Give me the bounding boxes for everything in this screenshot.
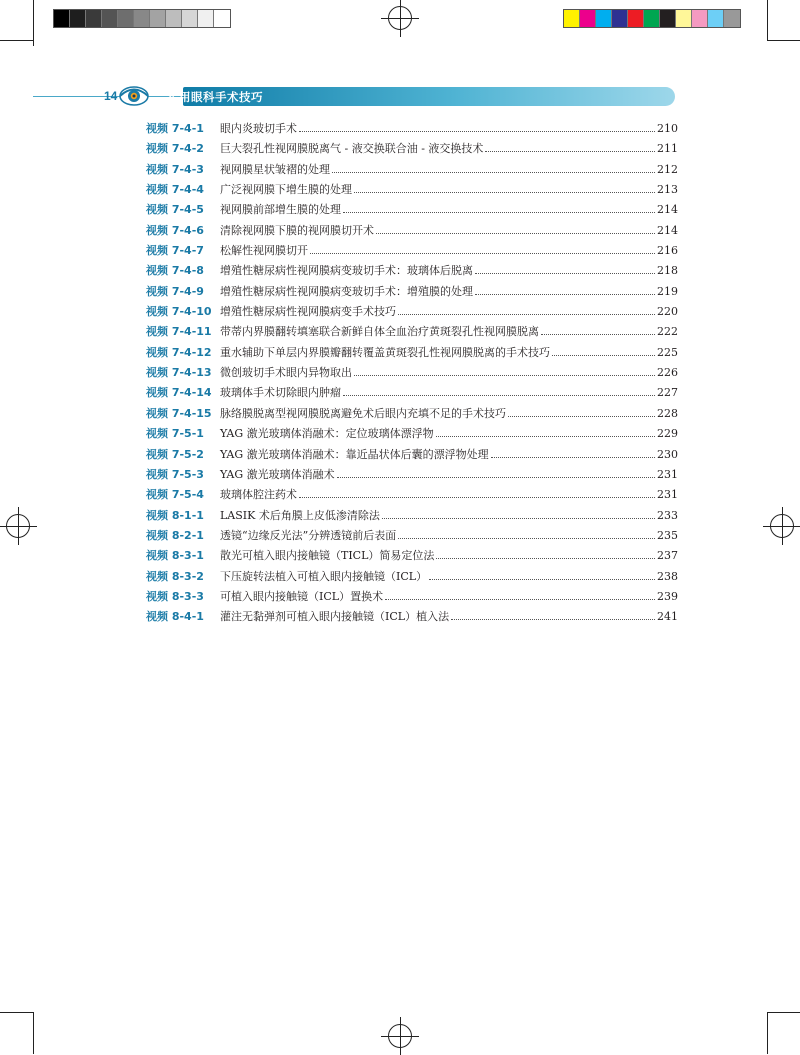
dot-leader bbox=[475, 273, 655, 274]
page-reference: 230 bbox=[657, 447, 678, 461]
entry-title: LASIK 术后角膜上皮低渗清除法 bbox=[220, 508, 380, 522]
video-code: 视频 7-4-3 bbox=[146, 162, 204, 176]
toc-entry[interactable] bbox=[146, 364, 678, 384]
entry-title: 眼内炎玻切手术 bbox=[220, 122, 297, 135]
entry-title: 广泛视网膜下增生膜的处理 bbox=[220, 183, 352, 197]
calibration-swatch bbox=[596, 10, 612, 27]
calibration-swatch bbox=[182, 10, 198, 27]
entry-title: 脉络膜脱离型视网膜脱离避免术后眼内充填不足的手术技巧 bbox=[220, 406, 506, 420]
page-reference: 218 bbox=[657, 264, 678, 278]
toc-entry[interactable] bbox=[146, 161, 678, 181]
entry-title: 玻璃体腔注药术 bbox=[220, 488, 297, 502]
video-code: 视频 8-3-2 bbox=[146, 569, 204, 583]
entry-title: 透镜“边缘反光法”分辨透镜前后表面 bbox=[220, 528, 397, 542]
dot-leader bbox=[382, 518, 655, 519]
entry-title: 增殖性糖尿病性视网膜病变手术技巧 bbox=[220, 305, 396, 319]
toc-entry[interactable] bbox=[146, 242, 678, 262]
dot-leader bbox=[451, 619, 655, 620]
page-number: 14 bbox=[104, 89, 118, 103]
toc-entry[interactable] bbox=[146, 547, 678, 567]
entry-title: 灌注无黏弹剂可植入眼内接触镜（ICL）植入法 bbox=[220, 610, 450, 624]
dot-leader bbox=[508, 416, 655, 417]
toc-entry[interactable] bbox=[146, 181, 678, 201]
video-code: 视频 7-4-7 bbox=[146, 244, 204, 258]
video-code: 视频 8-4-1 bbox=[146, 610, 204, 624]
entry-title: 视网膜前部增生膜的处理 bbox=[220, 203, 341, 217]
toc-entry[interactable] bbox=[146, 140, 678, 160]
toc-entry[interactable] bbox=[146, 323, 678, 343]
calibration-swatch bbox=[70, 10, 86, 27]
toc-entry[interactable] bbox=[146, 201, 678, 221]
toc-entry[interactable] bbox=[146, 568, 678, 588]
page-reference: 219 bbox=[657, 284, 678, 298]
calibration-swatch bbox=[86, 10, 102, 27]
dot-leader bbox=[491, 457, 655, 458]
toc-entry[interactable] bbox=[146, 384, 678, 404]
toc-entry[interactable] bbox=[146, 283, 678, 303]
book-title: 实用眼科手术技巧 bbox=[167, 90, 263, 104]
calibration-swatch bbox=[612, 10, 628, 27]
dot-leader bbox=[385, 599, 655, 600]
page-reference: 233 bbox=[657, 508, 678, 522]
page-reference: 210 bbox=[657, 122, 678, 135]
dot-leader bbox=[343, 395, 655, 396]
calibration-swatch bbox=[692, 10, 708, 27]
video-code: 视频 7-5-1 bbox=[146, 427, 204, 441]
video-index-list bbox=[146, 120, 678, 629]
dot-leader bbox=[485, 151, 655, 152]
entry-title: 带蒂内界膜翻转填塞联合新鲜自体全血治疗黄斑裂孔性视网膜脱离 bbox=[220, 325, 539, 339]
calibration-swatch bbox=[580, 10, 596, 27]
registration-mark-top bbox=[388, 6, 412, 30]
video-code: 视频 7-5-4 bbox=[146, 488, 204, 502]
video-code: 视频 7-4-2 bbox=[146, 142, 204, 156]
page-reference: 228 bbox=[657, 406, 678, 420]
toc-entry[interactable] bbox=[146, 303, 678, 323]
page-reference: 225 bbox=[657, 345, 678, 359]
entry-title: 重水辅助下单层内界膜瓣翻转覆盖黄斑裂孔性视网膜脱离的手术技巧 bbox=[220, 345, 550, 359]
dot-leader bbox=[343, 212, 655, 213]
page-reference: 235 bbox=[657, 528, 678, 542]
page-reference: 226 bbox=[657, 366, 678, 380]
page-reference: 241 bbox=[657, 610, 678, 624]
toc-entry[interactable] bbox=[146, 466, 678, 486]
page-reference: 229 bbox=[657, 427, 678, 441]
page-reference: 213 bbox=[657, 183, 678, 197]
video-code: 视频 7-4-8 bbox=[146, 264, 204, 278]
entry-title: YAG 激光玻璃体消融术：定位玻璃体漂浮物 bbox=[220, 427, 434, 441]
calibration-swatch bbox=[708, 10, 724, 27]
eye-icon bbox=[119, 85, 149, 107]
entry-title: 清除视网膜下膜的视网膜切开术 bbox=[220, 223, 374, 237]
calibration-swatch bbox=[724, 10, 740, 27]
video-code: 视频 7-4-12 bbox=[146, 345, 212, 359]
video-code: 视频 8-1-1 bbox=[146, 508, 204, 522]
calibration-swatch bbox=[644, 10, 660, 27]
page-reference: 231 bbox=[657, 488, 678, 502]
dot-leader bbox=[552, 355, 655, 356]
toc-entry[interactable] bbox=[146, 425, 678, 445]
page-reference: 227 bbox=[657, 386, 678, 400]
dot-leader bbox=[354, 375, 655, 376]
calibration-swatch bbox=[628, 10, 644, 27]
dot-leader bbox=[475, 294, 655, 295]
calibration-swatch bbox=[134, 10, 150, 27]
dot-leader bbox=[541, 334, 655, 335]
video-code: 视频 7-4-13 bbox=[146, 366, 212, 380]
video-code: 视频 7-4-15 bbox=[146, 406, 212, 420]
registration-mark-bottom bbox=[388, 1024, 412, 1048]
entry-title: 巨大裂孔性视网膜脱离气 - 液交换联合油 - 液交换技术 bbox=[220, 142, 484, 156]
entry-title: YAG 激光玻璃体消融术 bbox=[220, 467, 335, 481]
calibration-swatch bbox=[198, 10, 214, 27]
video-code: 视频 7-5-2 bbox=[146, 447, 204, 461]
entry-title: YAG 激光玻璃体消融术：靠近晶状体后囊的漂浮物处理 bbox=[220, 447, 489, 461]
entry-title: 增殖性糖尿病性视网膜病变玻切手术：玻璃体后脱离 bbox=[220, 264, 473, 278]
calibration-swatch bbox=[564, 10, 580, 27]
toc-entry[interactable] bbox=[146, 486, 678, 506]
video-code: 视频 7-4-1 bbox=[146, 122, 204, 135]
dot-leader bbox=[332, 172, 655, 173]
entry-title: 散光可植入眼内接触镜（TICL）简易定位法 bbox=[220, 549, 435, 563]
video-code: 视频 7-4-6 bbox=[146, 223, 204, 237]
video-code: 视频 7-4-10 bbox=[146, 305, 212, 319]
grayscale-calibration-bar bbox=[53, 9, 231, 28]
dot-leader bbox=[376, 233, 655, 234]
calibration-swatch bbox=[676, 10, 692, 27]
toc-entry[interactable] bbox=[146, 222, 678, 242]
toc-entry[interactable] bbox=[146, 527, 678, 547]
page-reference: 238 bbox=[657, 569, 678, 583]
entry-title: 玻璃体手术切除眼内肿瘤 bbox=[220, 386, 341, 400]
calibration-swatch bbox=[150, 10, 166, 27]
toc-entry[interactable] bbox=[146, 405, 678, 425]
entry-title: 松解性视网膜切开 bbox=[220, 244, 308, 258]
calibration-swatch bbox=[102, 10, 118, 27]
page-reference: 211 bbox=[657, 142, 678, 156]
video-code: 视频 7-4-14 bbox=[146, 386, 212, 400]
page-reference: 237 bbox=[657, 549, 678, 563]
calibration-swatch bbox=[118, 10, 134, 27]
dot-leader bbox=[436, 558, 655, 559]
dot-leader bbox=[299, 131, 655, 132]
toc-entry[interactable] bbox=[146, 588, 678, 608]
dot-leader bbox=[436, 436, 655, 437]
registration-mark-left bbox=[6, 514, 30, 538]
dot-leader bbox=[337, 477, 655, 478]
calibration-swatch bbox=[214, 10, 230, 27]
calibration-swatch bbox=[660, 10, 676, 27]
toc-entry[interactable] bbox=[146, 608, 678, 628]
dot-leader bbox=[398, 314, 655, 315]
video-code: 视频 8-3-1 bbox=[146, 549, 204, 563]
entry-title: 可植入眼内接触镜（ICL）置换术 bbox=[220, 589, 384, 603]
dot-leader bbox=[354, 192, 655, 193]
toc-entry[interactable] bbox=[146, 262, 678, 282]
toc-entry[interactable] bbox=[146, 120, 678, 140]
calibration-swatch bbox=[166, 10, 182, 27]
dot-leader bbox=[398, 538, 655, 539]
page-reference: 212 bbox=[657, 162, 678, 176]
page-reference: 214 bbox=[657, 203, 678, 217]
entry-title: 视网膜星状皱褶的处理 bbox=[220, 162, 330, 176]
page-reference: 239 bbox=[657, 589, 678, 603]
page-reference: 220 bbox=[657, 305, 678, 319]
page-reference: 222 bbox=[657, 325, 678, 339]
entry-title: 微创玻切手术眼内异物取出 bbox=[220, 366, 352, 380]
video-code: 视频 8-2-1 bbox=[146, 528, 204, 542]
page-reference: 216 bbox=[657, 244, 678, 258]
toc-entry[interactable] bbox=[146, 446, 678, 466]
page-reference: 214 bbox=[657, 223, 678, 237]
video-code: 视频 7-4-9 bbox=[146, 284, 204, 298]
dot-leader bbox=[429, 579, 655, 580]
entry-title: 增殖性糖尿病性视网膜病变玻切手术：增殖膜的处理 bbox=[220, 284, 473, 298]
dot-leader bbox=[310, 253, 655, 254]
registration-mark-right bbox=[770, 514, 794, 538]
toc-entry[interactable] bbox=[146, 344, 678, 364]
dot-leader bbox=[299, 497, 655, 498]
toc-entry[interactable] bbox=[146, 507, 678, 527]
video-code: 视频 7-4-4 bbox=[146, 183, 204, 197]
color-calibration-bar bbox=[563, 9, 741, 28]
page-reference: 231 bbox=[657, 467, 678, 481]
video-code: 视频 7-4-5 bbox=[146, 203, 204, 217]
calibration-swatch bbox=[54, 10, 70, 27]
entry-title: 下压旋转法植入可植入眼内接触镜（ICL） bbox=[220, 569, 428, 583]
video-code: 视频 7-5-3 bbox=[146, 467, 204, 481]
video-code: 视频 8-3-3 bbox=[146, 589, 204, 603]
video-code: 视频 7-4-11 bbox=[146, 325, 212, 339]
